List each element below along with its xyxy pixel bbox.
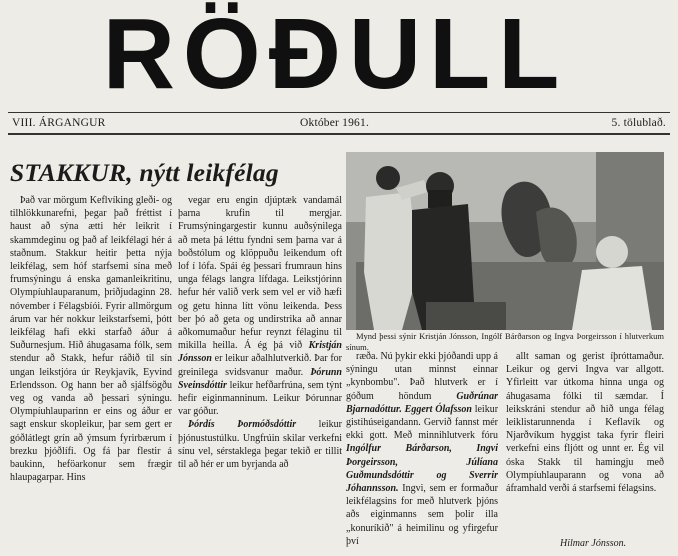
article-column-1	[10, 194, 172, 550]
column-1-text: Það var mörgum Keflvíking gleði- og tilhlökkunarefni, þegar það fréttist í haust að sýna ætti hér leikrit í skammdeginu og það af leikfélagi hér á staðnum. Stakkur heitir þetta nýja leikfélag, sem hóf starfsemi sína með frumsýningu á enska gamanleikritinu, Olympíuhlauparanum, þriðjudaginn 28. nóvember í Félagsbíói. Fyrir allmörgum árum var hér nokkur leikstarfsemi, þótt leikfélag hafi ekki starfað áður á Suðurnesjum. Hið áhugasama fólk, sem stendur að Stakk, hefur ráðið til sín ungan leikstjóra úr Reykjavík, Eyvind Erlendsson. Og hann ber að sjálfsögðu veg og vanda að þessari sýningu. Olympíuhlauparinn er eins og áður er sagt enskur skopleikur, þar sem gert er góðlátlegt grín að ýmsum fyrirbærum í brezku þjóðlífi. Og fá þar flestir á baukinn, heföarkonur sem frægir hlaupagarpar. Hins	[10, 195, 172, 484]
actor-name-thorunn: Þórunn Sveinsdóttir	[178, 366, 342, 391]
article-headline: STAKKUR, nýtt leikfélag	[10, 158, 279, 187]
article-column-2	[178, 194, 342, 550]
column-4-text: allt saman og gerist íþróttamaður. Leikur og gervi Ingva var allgott. Yfirleitt var útkoma hinna unga og áhugasama fólki til sæmdar. Í leikskráni stendur að hið unga félag leiklistarunnenda í Keflavík og Njarðvíkum hyggist taka fyrir fleiri verkefni eins fljótt og unnt er. Ég vil óska Stakk til hamingju með Olympíuhlauparann og vona að áframhald verði á starfsemi félagsins.	[506, 351, 664, 495]
column-2-text-b: er leikur aðalhlutverkið. Þar for greinilega svidsvanur maður.	[178, 353, 342, 378]
column-2-text-a: vegar eru engin djúptæk vandamál þarna krufin til mergjar. Frumsýningargestir kunnu auðsýnilega að meta þá léttu fyndni sem þarna var á boðstólum og klöppuðu leikendum oft lof í lófa. Spái ég þessari frumraun hins unga félags langra lífdaga. Leikstjórinn hefur hér valið verk sem vel er við hæfi og getu hinna lítt vönu leikenda. Þess ber þó að geta og undirstrika að annar aðkomumaður hefur reynzt félaginu til mikilla heilla. Á ég þá við	[178, 195, 342, 352]
actor-name-eggert: Eggert Ólafsson	[404, 403, 472, 415]
column-3-text-a: ræða. Nú þykir ekki þjóðandi upp á sýningu utan minnst einnar „kynbombu". Það hlutverk er í góðum höndum	[346, 351, 498, 402]
photo-caption: Mynd þessi sýnir Kristján Jónsson, Ingólf Bárðarson og Ingva Þorgeirsson í hlutverkum sínum.	[346, 331, 664, 352]
column-2-text-c: leikur hefðarfrúna, sem týnt hefir eiginmanninum. Leikur Þórunnar var góður.	[178, 379, 342, 418]
column-2-text-2	[178, 418, 342, 471]
issue-label: 5. tölublað.	[611, 117, 666, 129]
actors-photo-image	[346, 152, 664, 330]
actor-name-thordis: Þórdís Þormóðsdóttir	[188, 419, 297, 431]
column-2-text-d: leikur þjónustustúlku. Ungfrúin skilar verkefni sínu vel, sérstaklega þegar tekið er tillit til að hér er um byrjanda að	[178, 419, 342, 471]
date-label: Október 1961.	[300, 117, 370, 129]
column-3-text-c: Ingvi, sem er formaður leikfélagsins for með hlutverk þjóns aðs eiginmanns sem þolir illa „konuríkið" á heimilinu og yfirgefur því	[346, 483, 498, 547]
masthead-title: RÖÐULL	[102, 0, 568, 110]
volume-label: VIII. ÁRGANGUR	[12, 117, 106, 129]
actor-names-minor-roles: Ingólfur Bárðarson, Ingvi Þorgeirsson, Júlíana Guðmundsdóttir og Sverrir Jóhannsson.	[346, 443, 498, 495]
bottom-rule	[8, 133, 670, 135]
top-rule	[8, 112, 670, 113]
article-photo	[346, 152, 664, 330]
actor-name-gudrun: Guðrúnar Bjarnadóttur.	[346, 390, 498, 415]
author-signature: Hilmar Jónsson.	[560, 538, 627, 549]
article-column-4	[506, 350, 664, 552]
column-2-text	[178, 194, 342, 418]
actor-name-kristjan: Kristján Jónsson	[178, 340, 342, 365]
column-3-text-b: leikur gistihúseigandann. Gervið fannst mér ekki gott. Með minnihlutverk fóru	[346, 403, 498, 442]
article-column-3	[346, 350, 498, 552]
column-3-text	[346, 350, 498, 548]
